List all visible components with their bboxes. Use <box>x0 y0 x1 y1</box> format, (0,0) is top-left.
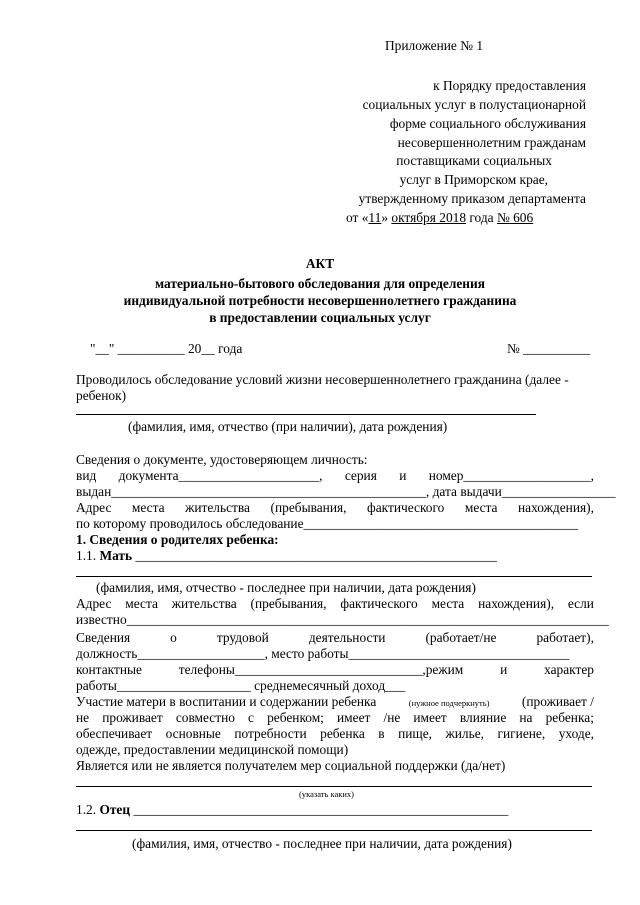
appendix-date: от «11» октября 2018 года № 606 <box>346 210 534 225</box>
document-type-row: вид документа_____________________, серия и номер___________________, <box>76 468 594 483</box>
intro-line: Проводилось обследование условий жизни несовершеннолетнего гражданина (далее - <box>76 372 569 387</box>
mother-contacts-row: контактные телефоны____________________________,режим и характер <box>76 662 594 677</box>
mother-row: 1.1. Мать ______________________________________________________ <box>76 548 497 563</box>
father-row: 1.2. Отец ________________________________________________________ <box>76 802 509 817</box>
mother-participation-row: Участие матери в воспитании и содержании ребенка (нужное подчеркнуть) (проживает / <box>76 694 594 709</box>
appendix-line: услуг в Приморском крае, <box>399 172 548 187</box>
mother-participation-row: обеспечивает основные потребности ребенка в пище, жилье, гигиене, уходе, <box>76 726 594 741</box>
mother-address-row: Адрес места жительства (пребывания, фактического места нахождения), если <box>76 596 594 611</box>
child-name-caption: (фамилия, имя, отчество (при наличии), дата рождения) <box>128 419 448 434</box>
document-issued-row: выдан_______________________________________________, дата выдачи_________________ <box>76 484 616 499</box>
mother-participation-row: одежде, предоставлении медицинской помощи) <box>76 742 349 757</box>
act-number-field: № __________ <box>507 341 591 356</box>
appendix-line: поставщиками социальных <box>396 153 552 168</box>
document-heading: Сведения о документе, удостоверяющем личность: <box>76 452 368 467</box>
act-subtitle: в предоставлении социальных услуг <box>209 310 431 325</box>
support-caption: (указать каких) <box>299 789 355 799</box>
support-line <box>76 786 592 787</box>
father-label: Отец <box>99 802 131 817</box>
act-subtitle: индивидуальной потребности несовершеннолетнего гражданина <box>123 293 517 308</box>
address-row-2: по которому проводилось обследование_________________________________________ <box>76 516 579 531</box>
child-name-line <box>76 414 536 415</box>
appendix-order-no: № 606 <box>496 210 534 225</box>
mother-name-caption: (фамилия, имя, отчество - последнее при наличии, дата рождения) <box>96 580 476 595</box>
appendix-line: к Порядку предоставления <box>433 78 586 93</box>
address-row: Адрес места жительства (пребывания, фактического места нахождения), <box>76 500 594 515</box>
father-name-line <box>76 830 592 831</box>
appendix-line: форме социального обслуживания <box>389 116 586 131</box>
appendix-date-month: октября 2018 <box>391 210 467 225</box>
mother-participation-row: не проживает совместно с ребенком; имеет /не имеет влияние на ребенка; <box>76 710 594 725</box>
participation-note: (нужное подчеркнуть) <box>408 698 490 708</box>
mother-income-row: работы____________________ среднемесячный доход___ <box>76 678 406 693</box>
appendix-line: социальных услуг в полустационарной <box>362 97 586 112</box>
parents-section-title: 1. Сведения о родителях ребенка: <box>76 532 279 547</box>
appendix-line: несовершеннолетним гражданам <box>397 135 586 150</box>
act-title: АКТ <box>305 256 335 271</box>
act-date-field: "__" __________ 20__ года <box>90 341 243 356</box>
mother-name-line <box>76 576 592 577</box>
father-name-caption: (фамилия, имя, отчество - последнее при наличии, дата рождения) <box>132 836 512 851</box>
mother-support-row: Является или не является получателем мер социальной поддержки (да/нет) <box>76 758 506 773</box>
appendix-date-day: 11 <box>368 210 382 225</box>
mother-work-row: Сведения о трудовой деятельности (работает/не работает), <box>76 630 594 645</box>
intro-line: ребенок) <box>76 388 127 403</box>
appendix-line: утвержденному приказом департамента <box>358 191 586 206</box>
mother-label: Мать <box>99 548 133 563</box>
appendix-title: Приложение № 1 <box>385 38 484 53</box>
mother-position-row: должность___________________, место работы_________________________________ <box>76 646 570 661</box>
mother-address-row-2: известно________________________________________________________________________ <box>76 612 609 627</box>
act-subtitle: материально-бытового обследования для определения <box>155 276 485 291</box>
